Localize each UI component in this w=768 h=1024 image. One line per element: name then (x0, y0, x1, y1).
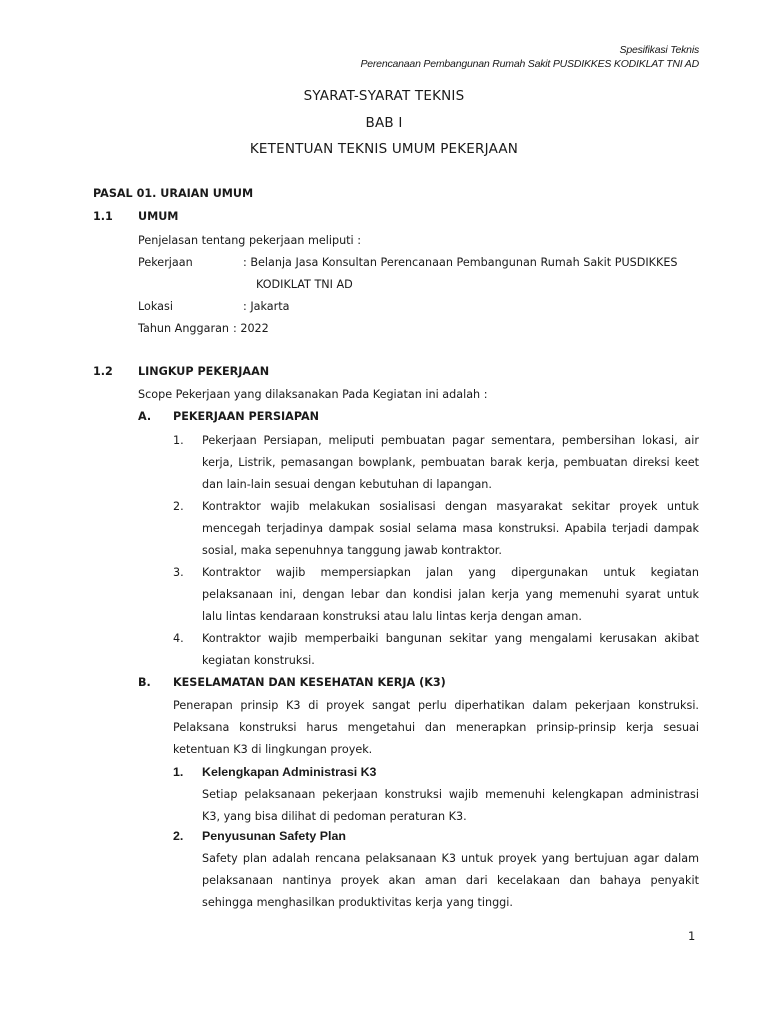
chapter-number: BAB I (365, 115, 403, 131)
tahun-anggaran-label: Tahun Anggaran (138, 322, 230, 335)
subsection-b2-text: Safety plan adalah rencana pelaksanaan K3 untuk proyek yang bertujuan agar dalam (202, 852, 699, 865)
list-item-line: sosial, maka sepenuhnya tanggung jawab kontraktor. (202, 544, 502, 557)
list-item-line: pelaksanaan ini, dengan lebar dan kondisi jalan kerja yang memenuhi syarat untuk (202, 588, 699, 601)
lokasi-value: : Jakarta (243, 300, 290, 313)
subsection-b-paragraph: Pelaksana konstruksi harus mengetahui dan menerapkan prinsip-prinsip kerja sesuai (173, 721, 699, 734)
section-1-1-heading: UMUM (138, 210, 179, 223)
list-item-line: lalu lintas kendaraan konstruksi atau lalu lintas kerja dengan aman. (202, 610, 582, 623)
page-number: 1 (688, 929, 696, 943)
list-item-line: Pekerjaan Persiapan, meliputi pembuatan pagar sementara, pembersihan lokasi, air (202, 434, 699, 447)
subsection-b-paragraph: Penerapan prinsip K3 di proyek sangat perlu diperhatikan dalam pekerjaan konstruksi. (173, 699, 699, 712)
subsection-a-letter: A. (138, 410, 152, 423)
pekerjaan-value: : Belanja Jasa Konsultan Perencanaan Pembangunan Rumah Sakit PUSDIKKES (243, 256, 678, 269)
lokasi-label: Lokasi (138, 300, 173, 313)
subsection-b1-number: 1. (173, 765, 184, 779)
running-header-title: Spesifikasi Teknis (619, 44, 699, 56)
list-item-line: Kontraktor wajib melakukan sosialisasi dengan masyarakat sekitar proyek untuk (202, 500, 699, 513)
list-item-line: dan lain-lain sesuai dengan kebutuhan di lapangan. (202, 478, 492, 491)
list-item-number: 2. (173, 500, 184, 513)
list-item-number: 4. (173, 632, 184, 645)
subsection-b-letter: B. (138, 676, 151, 689)
section-1-1-intro: Penjelasan tentang pekerjaan meliputi : (138, 234, 361, 247)
list-item-line: kerja, Listrik, pemasangan bowplank, pembuatan barak kerja, pembuatan direksi keet (202, 456, 699, 469)
subsection-b2-heading: Penyusunan Safety Plan (202, 829, 346, 843)
subsection-a-heading: PEKERJAAN PERSIAPAN (173, 410, 320, 423)
subsection-b2-number: 2. (173, 829, 184, 843)
subsection-b1-text: K3, yang bisa dilihat di pedoman peraturan K3. (202, 810, 467, 823)
subsection-b1-text: Setiap pelaksanaan pekerjaan konstruksi wajib memenuhi kelengkapan administrasi (202, 788, 699, 801)
section-1-2-heading: LINGKUP PEKERJAAN (138, 365, 270, 378)
pekerjaan-label: Pekerjaan (138, 256, 193, 269)
subsection-b-paragraph: ketentuan K3 di lingkungan proyek. (173, 743, 373, 756)
section-1-1-number: 1.1 (93, 210, 113, 223)
list-item-line: mencegah terjadinya dampak sosial selama masa konstruksi. Apabila terjadi dampak (202, 522, 699, 535)
running-header-subtitle: Perencanaan Pembangunan Rumah Sakit PUSDIKKES KODIKLAT TNI AD (360, 58, 699, 70)
pekerjaan-value-cont: KODIKLAT TNI AD (256, 278, 353, 291)
subsection-b2-text: sehingga menghasilkan produktivitas kerja yang tinggi. (202, 896, 513, 909)
document-title: SYARAT-SYARAT TEKNIS (303, 88, 465, 104)
subsection-b-heading: KESELAMATAN DAN KESEHATAN KERJA (K3) (173, 676, 446, 689)
pasal-heading: PASAL 01. URAIAN UMUM (93, 187, 254, 200)
tahun-anggaran-value: : 2022 (233, 322, 269, 335)
section-1-2-intro: Scope Pekerjaan yang dilaksanakan Pada Kegiatan ini adalah : (138, 388, 488, 401)
section-1-2-number: 1.2 (93, 365, 113, 378)
subsection-b1-heading: Kelengkapan Administrasi K3 (202, 765, 377, 779)
list-item-number: 3. (173, 566, 184, 579)
list-item-line: Kontraktor wajib memperbaiki bangunan sekitar yang mengalami kerusakan akibat (202, 632, 699, 645)
chapter-title: KETENTUAN TEKNIS UMUM PEKERJAAN (249, 141, 519, 157)
list-item-line: Kontraktor wajib mempersiapkan jalan yang dipergunakan untuk kegiatan (202, 566, 699, 579)
list-item-line: kegiatan konstruksi. (202, 654, 315, 667)
subsection-b2-text: pelaksanaan nantinya proyek akan aman dari kecelakaan dan bahaya penyakit (202, 874, 699, 887)
list-item-number: 1. (173, 434, 184, 447)
